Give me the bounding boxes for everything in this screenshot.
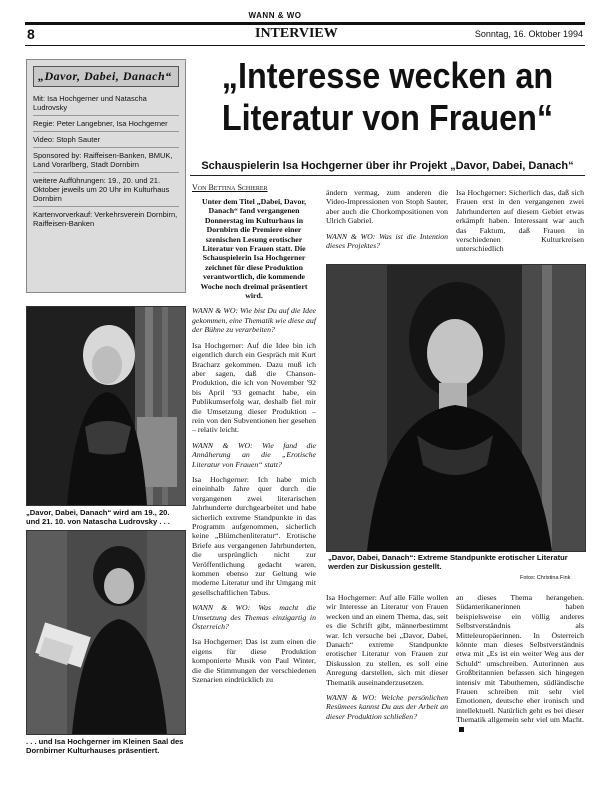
answer-5: an dieses Thema herangehen. Südamerikanerinnen haben beispielsweise ein völlig anderes Selbstverständnis als Mitteleuropäerinnen. In Österreich könnte man dieses Selbstverständnis etwa mit „Es ist ein weiter Weg aus der Schuld“ umschreiben. Autorinnen aus Großbritannien befassen sich hingegen intensiv mit Tabuthemen, südländische Frauen schreiben mit sehr viel Emotionen, deutsche eher ironisch und intellektuell. Natürlich geht es bei dieser Thematik allgemein sehr viel um Macht. [456,593,584,734]
info-tickets: Kartenvorverkauf: Verkehrsverein Dornbirn, Raiffeisen-Banken [33,206,179,231]
article-subheadline: Schauspielerin Isa Hochgerner über ihr Projekt „Davor, Dabei, Danach“ [201,160,574,172]
photo-credit: Fotos: Christina Fink [520,575,571,581]
page-header-bar [25,22,585,46]
question-5: WANN & WO: Welche persönlichen Resümees kannst Du aus der Arbeit an dieser Produktion schließen? [326,693,448,721]
info-sponsors: Sponsored by: Raiffeisen-Banken, BMUK, Land Vorarlberg, Stadt Dornbirn [33,147,179,172]
article-column-2 [326,188,448,256]
photo-isa-hochgerner-performance [326,264,586,552]
info-direction: Regie: Peter Langebner, Isa Hochgerner [33,115,179,131]
caption-photo-1: „Davor, Dabei, Danach“ wird am 19., 20. und 21. 10. von Natascha Ludrovsky . . . [26,508,170,526]
question-2: WANN & WO: Wie fand die Annäherung an die „Erotische Literatur von Frauen“ statt? [192,440,316,469]
masthead: WANN & WO [248,11,302,20]
info-box-title: „Davor, Dabei, Danach“ [33,66,179,87]
issue-date: Sonntag, 16. Oktober 1994 [474,29,583,39]
photo-isa-hochgerner-reading [26,530,186,735]
question-3: WANN & WO: Was macht die Umsetzung des Themas einzigartig in Österreich? [192,603,316,632]
page-number: 8 [27,26,35,42]
article-lead: Unter dem Titel „Dabei, Davor, Danach“ fand vergangenen Donnerstag im Kulturhaus in Dornbirn die Premiere einer szenischen Lesung erotischer Literatur von Frauen statt. Die Schauspielerin Isa Hochgerner zeichnet für diese Produktion verantwortlich, die kommende Woche noch dreimal präsentiert wird. [200,197,308,301]
article-byline: Von Bettina Schierer [192,183,268,192]
article-column-1 [192,197,316,691]
info-cast: Mit: Isa Hochgerner und Natascha Ludrovsky [33,94,147,112]
end-mark-icon [459,727,464,732]
answer-3-continued: ändern vermag, zum anderen die Video-Impressionen von Stoph Sauter, aber auch die Chorkompositionen von Ulrich Gabriel. [326,188,448,226]
info-performances: weitere Aufführungen: 19., 20. und 21. Oktober jeweils um 20 Uhr im Kulturhaus Dornbirn [33,172,179,206]
article-headline: „Interesse wecken an Literatur von Frauen“ [221,55,554,138]
info-video: Video: Stoph Sauter [33,131,179,147]
article-column-4 [326,593,448,727]
article-column-3 [456,188,584,260]
answer-4-part-2: Isa Hochgerner: Auf alle Fälle wollen wir Interesse an Literatur von Frauen wecken und an einem Thema, das, seit es die Schrift gibt, männerbestimmt war. Ich versuche bei „Davor, Dabei, Danach“ extreme Standpunkte erotischer Literatur von Frauen zur Diskussion zu stellen, es soll eine Anregung darstellen, sich mit dieser Thematik auseinanderzusetzen. [326,593,448,687]
question-4: WANN & WO: Was ist die Intention dieses Projektes? [326,231,448,251]
answer-1: Isa Hochgerner: Auf die Idee bin ich eigentlich durch ein Gespräch mit Kurt Bracharz gekommen. Dazu muß ich aber sagen, daß die Chanson-Produktion, die ich von November '92 bis April '93 gemacht habe, ein Publikumserfolg war, deshalb fiel mir die Umsetzung dieser Produktion – rein von den Subventionen her gesehen – relativ leicht. [192,340,316,435]
production-info-box [26,59,186,293]
article-column-5 [456,593,584,740]
section-title: INTERVIEW [255,26,338,41]
answer-3: Isa Hochgerner: Das ist zum einen die eigens für diese Produktion komponierte Musik von Paul Winter, die die Stimmungen der verschiedenen Szenarien eindrücklich zu [192,637,316,685]
caption-photo-2: . . . und Isa Hochgerner im Kleinen Saal des Dornbirner Kulturhauses präsentiert. [26,737,184,755]
caption-photo-3: „Davor, Dabei, Danach“: Extreme Standpunkte erotischer Literatur werden zur Diskussion gestellt. [328,553,568,571]
question-1: WANN & WO: Wie bist Du auf die Idee gekommen, eine Thematik wie diese auf der Bühne zu verarbeiten? [192,306,316,335]
photo-natascha-ludrovsky [26,306,186,506]
answer-4-part-1: Isa Hochgerner: Sicherlich das, daß sich Frauen erst in den vergangenen zwei Jahrhunderten auf diesem Gebiet etwas erkämpft haben. Interessant war auch das Faktum, daß Frauen in verschiedenen Kulturkreisen unterschiedlich [456,188,584,254]
answer-2: Isa Hochgerner: Ich habe mich eineinhalb Jahre quer durch die vergangenen zwei literarischen Jahrhunderte durchgearbeitet und habe sicherlich extreme Standpunkte in das Programm aufgenommen, sicherlich keine „Blümchenliteratur“. Erotische Briefe aus vergangenen Jahrhunderten, die ursprünglich nicht zur Veröffentlichung gedacht waren, kommen ebenso zur Geltung wie moderne Literatur und ihr Umgang mit gesellschaftlichen Tabus. [192,474,316,597]
